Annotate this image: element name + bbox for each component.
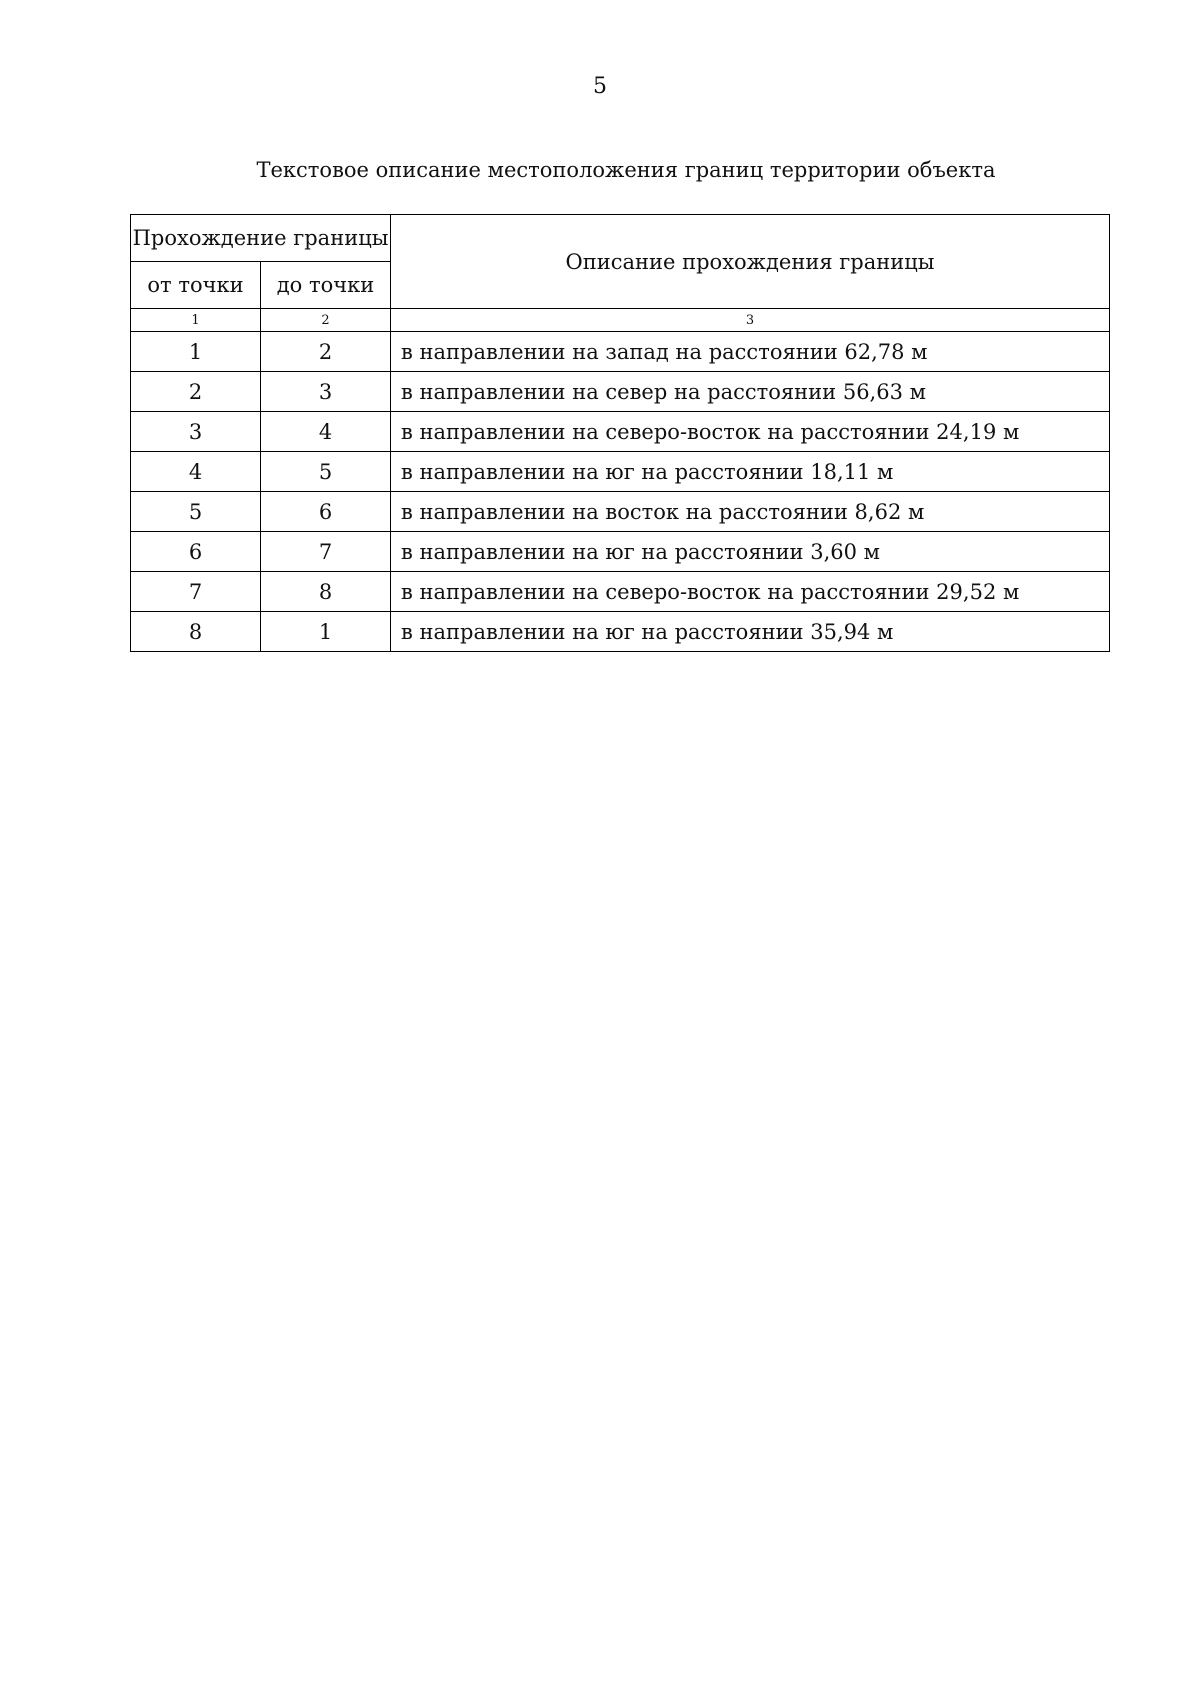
- boundary-description: в направлении на запад на расстоянии 62,78 м: [391, 332, 1110, 372]
- header-to-point: до точки: [261, 262, 391, 309]
- boundary-table: [130, 214, 1110, 652]
- boundary-description: в направлении на северо-восток на расстоянии 24,19 м: [391, 412, 1110, 452]
- to-point: 7: [261, 532, 391, 572]
- to-point: 6: [261, 492, 391, 532]
- table-row: [131, 612, 1110, 652]
- from-point: 4: [131, 452, 261, 492]
- boundary-description: в направлении на юг на расстоянии 3,60 м: [391, 532, 1110, 572]
- boundary-description: в направлении на восток на расстоянии 8,62 м: [391, 492, 1110, 532]
- table-row: [131, 332, 1110, 372]
- to-point: 3: [261, 372, 391, 412]
- column-index: 2: [261, 309, 391, 332]
- boundary-description: в направлении на северо-восток на расстоянии 29,52 м: [391, 572, 1110, 612]
- from-point: 7: [131, 572, 261, 612]
- from-point: 6: [131, 532, 261, 572]
- header-from-point: от точки: [131, 262, 261, 309]
- table-row: [131, 532, 1110, 572]
- to-point: 8: [261, 572, 391, 612]
- page-number: 5: [593, 74, 607, 99]
- table-row: [131, 452, 1110, 492]
- header-description: Описание прохождения границы: [391, 215, 1110, 309]
- from-point: 1: [131, 332, 261, 372]
- column-index: 3: [391, 309, 1110, 332]
- column-index: 1: [131, 309, 261, 332]
- to-point: 5: [261, 452, 391, 492]
- from-point: 8: [131, 612, 261, 652]
- to-point: 4: [261, 412, 391, 452]
- to-point: 2: [261, 332, 391, 372]
- column-index-row: [131, 309, 1110, 332]
- boundary-description: в направлении на север на расстоянии 56,63 м: [391, 372, 1110, 412]
- table-row: [131, 492, 1110, 532]
- boundary-description: в направлении на юг на расстоянии 18,11 м: [391, 452, 1110, 492]
- boundary-description: в направлении на юг на расстоянии 35,94 м: [391, 612, 1110, 652]
- from-point: 2: [131, 372, 261, 412]
- table-row: [131, 412, 1110, 452]
- document-title: Текстовое описание местоположения границ территории объекта: [256, 158, 996, 182]
- table-row: [131, 372, 1110, 412]
- from-point: 3: [131, 412, 261, 452]
- header-boundary-passage: Прохождение границы: [131, 215, 391, 262]
- from-point: 5: [131, 492, 261, 532]
- table-row: [131, 572, 1110, 612]
- to-point: 1: [261, 612, 391, 652]
